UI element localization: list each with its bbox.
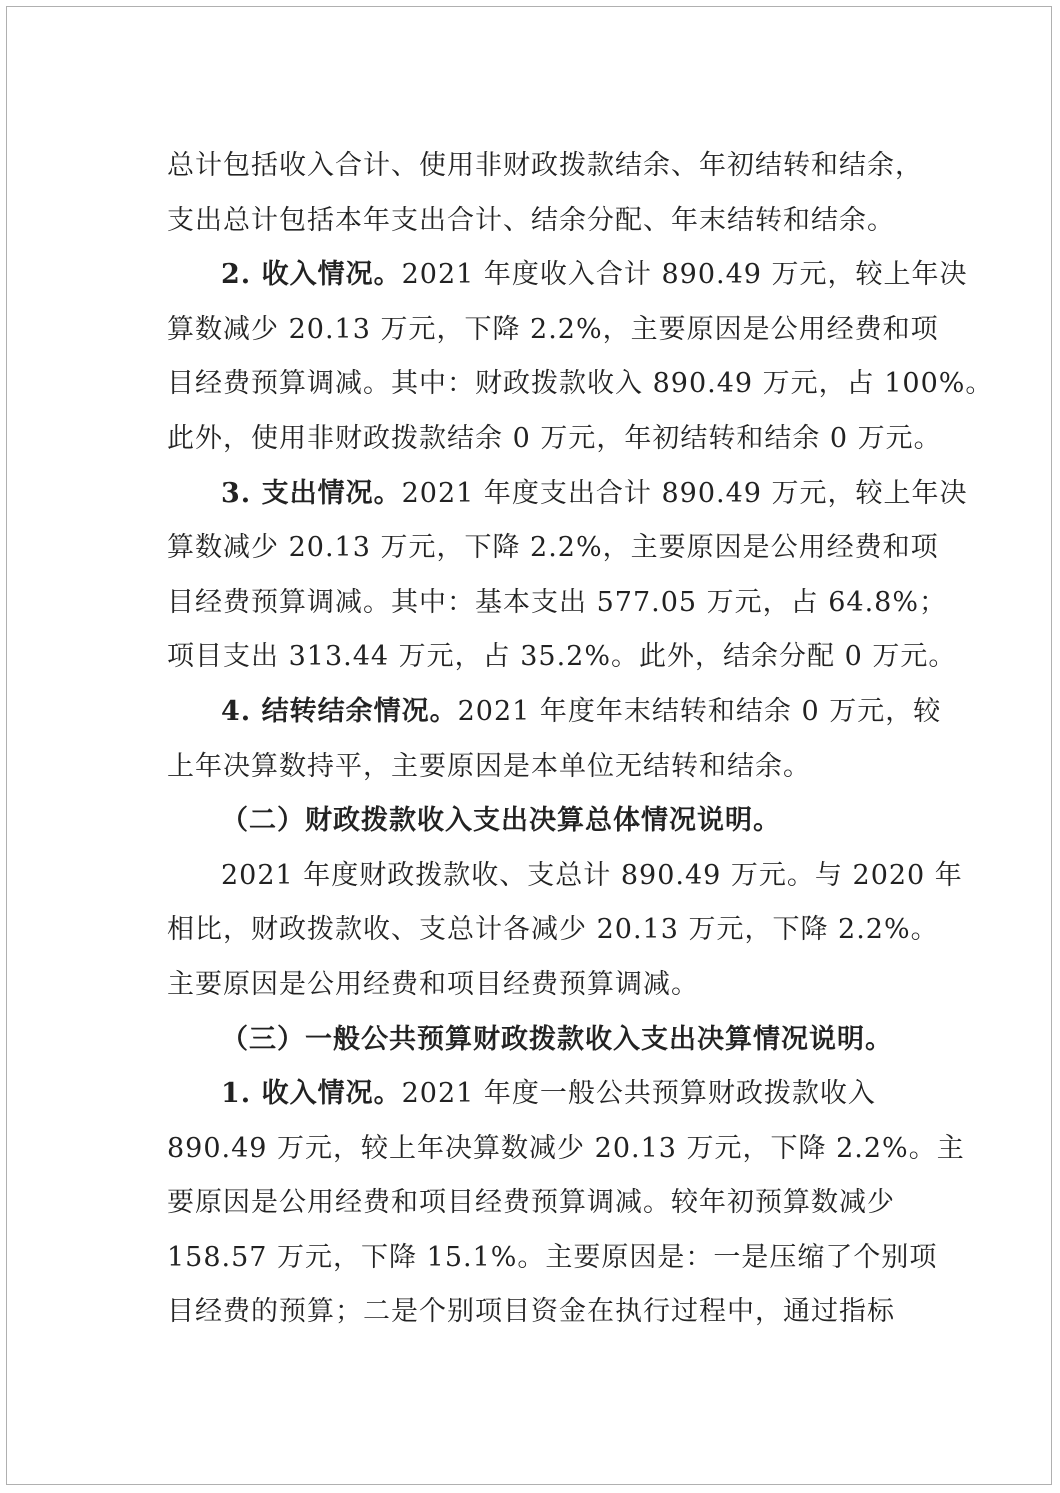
- line-bold-text: 3. 支出情况。: [221, 477, 402, 509]
- text-line: [167, 903, 939, 958]
- line-bold-text: 2. 收入情况。: [221, 259, 402, 291]
- line-text: 2021 年度收入合计 890.49 万元，较上年决: [401, 259, 968, 291]
- line-text: 算数减少 20.13 万元，下降 2.2%，主要原因是公用经费和项: [167, 532, 939, 564]
- line-text: 上年决算数持平，主要原因是本单位无结转和结余。: [167, 750, 811, 782]
- text-line: [167, 1285, 907, 1340]
- body-text: [167, 139, 994, 1340]
- text-line: [167, 630, 957, 685]
- text-line: [167, 303, 939, 358]
- text-line: [167, 521, 939, 576]
- line-bold-text: （三）一般公共预算财政拨款收入支出决算情况说明。: [221, 1023, 893, 1055]
- text-line: [167, 576, 947, 631]
- line-text: 支出总计包括本年支出合计、结余分配、年末结转和结余。: [167, 204, 895, 236]
- line-text: 要原因是公用经费和项目经费预算调减。较年初预算数减少: [167, 1187, 895, 1219]
- text-line: [167, 1122, 965, 1177]
- line-text: 890.49 万元，较上年决算数减少 20.13 万元，下降 2.2%。主: [167, 1132, 965, 1164]
- line-bold-text: 4. 结转结余情况。: [221, 695, 458, 727]
- text-line: [167, 1067, 907, 1122]
- text-line: [167, 357, 994, 412]
- line-text: 158.57 万元，下降 15.1%。主要原因是：一是压缩了个别项: [167, 1241, 938, 1273]
- line-text: 目经费预算调减。其中：基本支出 577.05 万元，占 64.8%；: [167, 586, 947, 618]
- line-text: 此外，使用非财政拨款结余 0 万元，年初结转和结余 0 万元。: [167, 422, 942, 454]
- document-page: [6, 6, 1052, 1485]
- text-line: [167, 849, 963, 904]
- text-line: [167, 958, 907, 1013]
- text-line: [167, 467, 968, 522]
- text-line: [167, 194, 907, 249]
- text-line: [167, 1013, 907, 1068]
- line-text: 目经费的预算；二是个别项目资金在执行过程中，通过指标: [167, 1296, 895, 1328]
- text-line: [167, 1176, 907, 1231]
- line-text: 主要原因是公用经费和项目经费预算调减。: [167, 968, 699, 1000]
- text-line: [167, 685, 942, 740]
- line-text: 2021 年度财政拨款收、支总计 890.49 万元。与 2020 年: [221, 859, 963, 891]
- text-line: [167, 1231, 938, 1286]
- line-text: 2021 年度年末结转和结余 0 万元，较: [457, 695, 942, 727]
- text-line: [167, 794, 907, 849]
- text-line: [167, 412, 942, 467]
- line-text: 相比，财政拨款收、支总计各减少 20.13 万元，下降 2.2%。: [167, 914, 939, 946]
- line-text: 项目支出 313.44 万元，占 35.2%。此外，结余分配 0 万元。: [167, 641, 957, 673]
- line-text: 算数减少 20.13 万元，下降 2.2%，主要原因是公用经费和项: [167, 313, 939, 345]
- line-text: 目经费预算调减。其中：财政拨款收入 890.49 万元，占 100%。: [167, 368, 994, 400]
- line-text: 总计包括收入合计、使用非财政拨款结余、年初结转和结余，: [167, 150, 923, 181]
- line-text: 2021 年度一般公共预算财政拨款收入: [401, 1078, 876, 1110]
- text-line: [167, 139, 923, 194]
- line-bold-text: 1. 收入情况。: [221, 1078, 402, 1110]
- line-text: 2021 年度支出合计 890.49 万元，较上年决: [401, 477, 968, 509]
- line-bold-text: （二）财政拨款收入支出决算总体情况说明。: [221, 805, 781, 837]
- text-line: [167, 248, 968, 303]
- text-line: [167, 740, 907, 795]
